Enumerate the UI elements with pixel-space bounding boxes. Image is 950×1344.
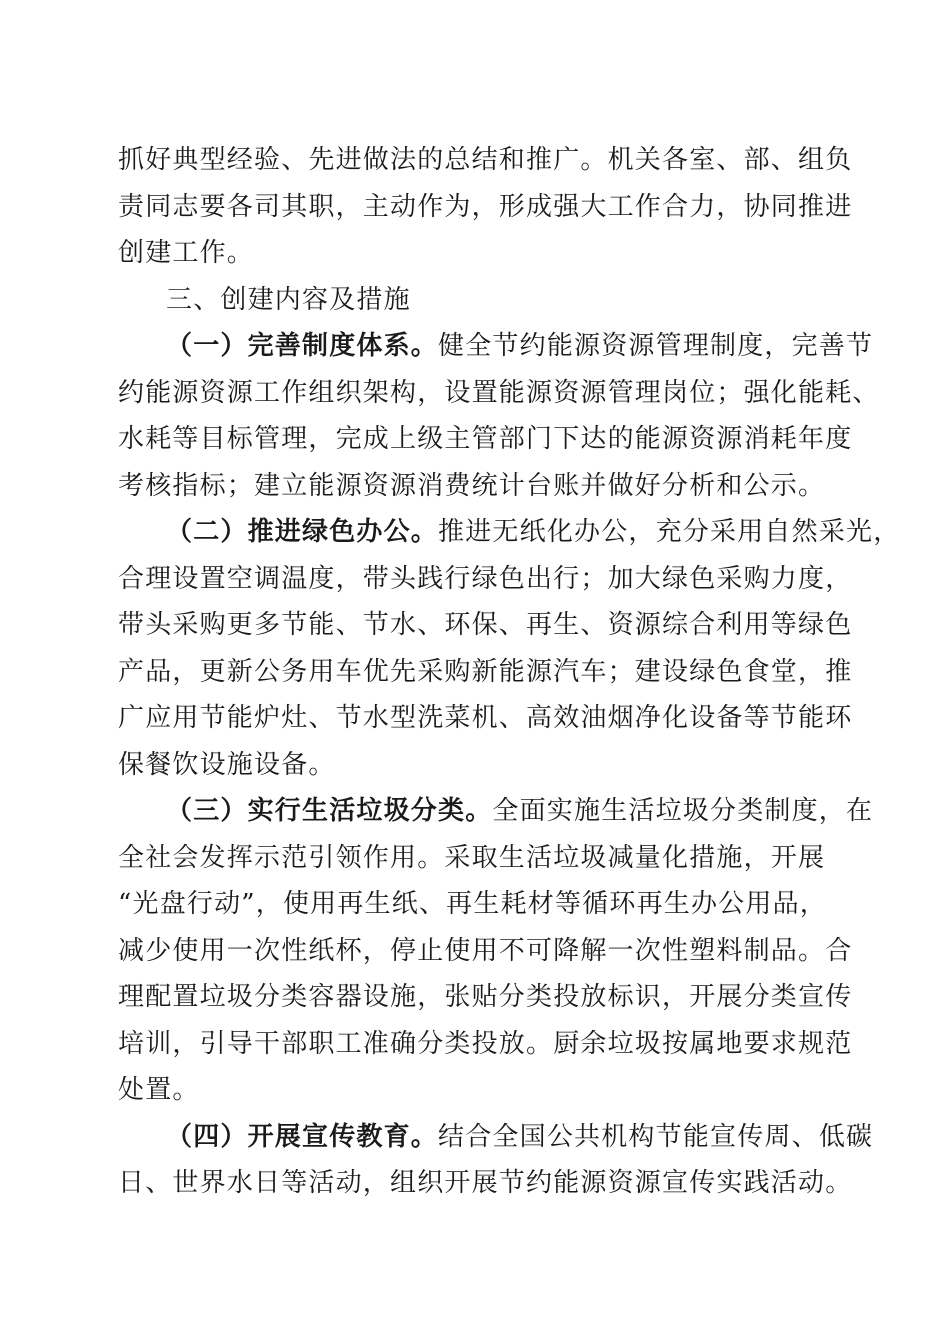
document-body bbox=[118, 137, 901, 1207]
item-2-first-line bbox=[118, 509, 901, 556]
paragraph-line: 全社会发挥示范引领作用。采取生活垃圾减量化措施，开展 bbox=[118, 842, 826, 873]
paragraph-line: 水耗等目标管理，完成上级主管部门下达的能源资源消耗年度 bbox=[118, 424, 853, 454]
paragraph-line: 抓好典型经验、先进做法的总结和推广。机关各室、部、组负 bbox=[118, 145, 853, 175]
item-3-first-line-rest: 全面实施生活垃圾分类制度，在 bbox=[492, 796, 874, 826]
item-1-title: （一）完善制度体系。 bbox=[166, 331, 439, 361]
item-3-title: （三）实行生活垃圾分类。 bbox=[166, 796, 493, 826]
paragraph-line: 考核指标；建立能源资源消费统计台账并做好分析和公示。 bbox=[118, 470, 826, 501]
item-1-first-line-rest: 健全节约能源资源管理制度，完善节 bbox=[438, 331, 874, 361]
paragraph-line: 培训，引导干部职工准确分类投放。厨余垃圾按属地要求规范 bbox=[118, 1028, 853, 1059]
paragraph-line: 日、世界水日等活动，组织开展节约能源资源宣传实践活动。 bbox=[118, 1168, 853, 1198]
item-1-first-line bbox=[118, 323, 874, 370]
paragraph-line: 创建工作。 bbox=[118, 238, 255, 268]
paragraph-line: 处置。 bbox=[118, 1075, 200, 1105]
item-2-first-line-rest: 推进无纸化办公，充分采用自然采光， bbox=[438, 517, 901, 547]
paragraph-line: 广应用节能炉灶、节水型洗菜机、高效油烟净化设备等节能环 bbox=[118, 703, 853, 733]
item-4-first-line-rest: 结合全国公共机构节能宣传周、低碳 bbox=[438, 1121, 874, 1152]
paragraph-line: 保餐饮设施设备。 bbox=[118, 749, 336, 780]
paragraph-line: 减少使用一次性纸杯，停止使用不可降解一次性塑料制品。合 bbox=[118, 935, 853, 966]
item-4-first-line bbox=[118, 1114, 874, 1161]
item-3-first-line bbox=[118, 788, 874, 835]
item-4-title: （四）开展宣传教育。 bbox=[166, 1121, 439, 1152]
paragraph-line: 约能源资源工作组织架构，设置能源资源管理岗位；强化能耗、 bbox=[118, 377, 880, 408]
paragraph-line: 责同志要各司其职，主动作为，形成强大工作合力，协同推进 bbox=[118, 191, 853, 222]
item-2-title: （二）推进绿色办公。 bbox=[166, 517, 439, 547]
paragraph-line: “光盘行动”，使用再生纸、再生耗材等循环再生办公用品， bbox=[118, 889, 827, 919]
paragraph-line: 产品，更新公务用车优先采购新能源汽车；建设绿色食堂，推 bbox=[118, 656, 853, 687]
paragraph-line: 理配置垃圾分类容器设施，张贴分类投放标识，开展分类宣传 bbox=[118, 982, 853, 1012]
section-heading: 三、创建内容及措施 bbox=[166, 284, 411, 315]
paragraph-line: 合理设置空调温度，带头践行绿色出行；加大绿色采购力度， bbox=[118, 563, 853, 594]
paragraph-line: 带头采购更多节能、节水、环保、再生、资源综合利用等绿色 bbox=[118, 610, 853, 640]
